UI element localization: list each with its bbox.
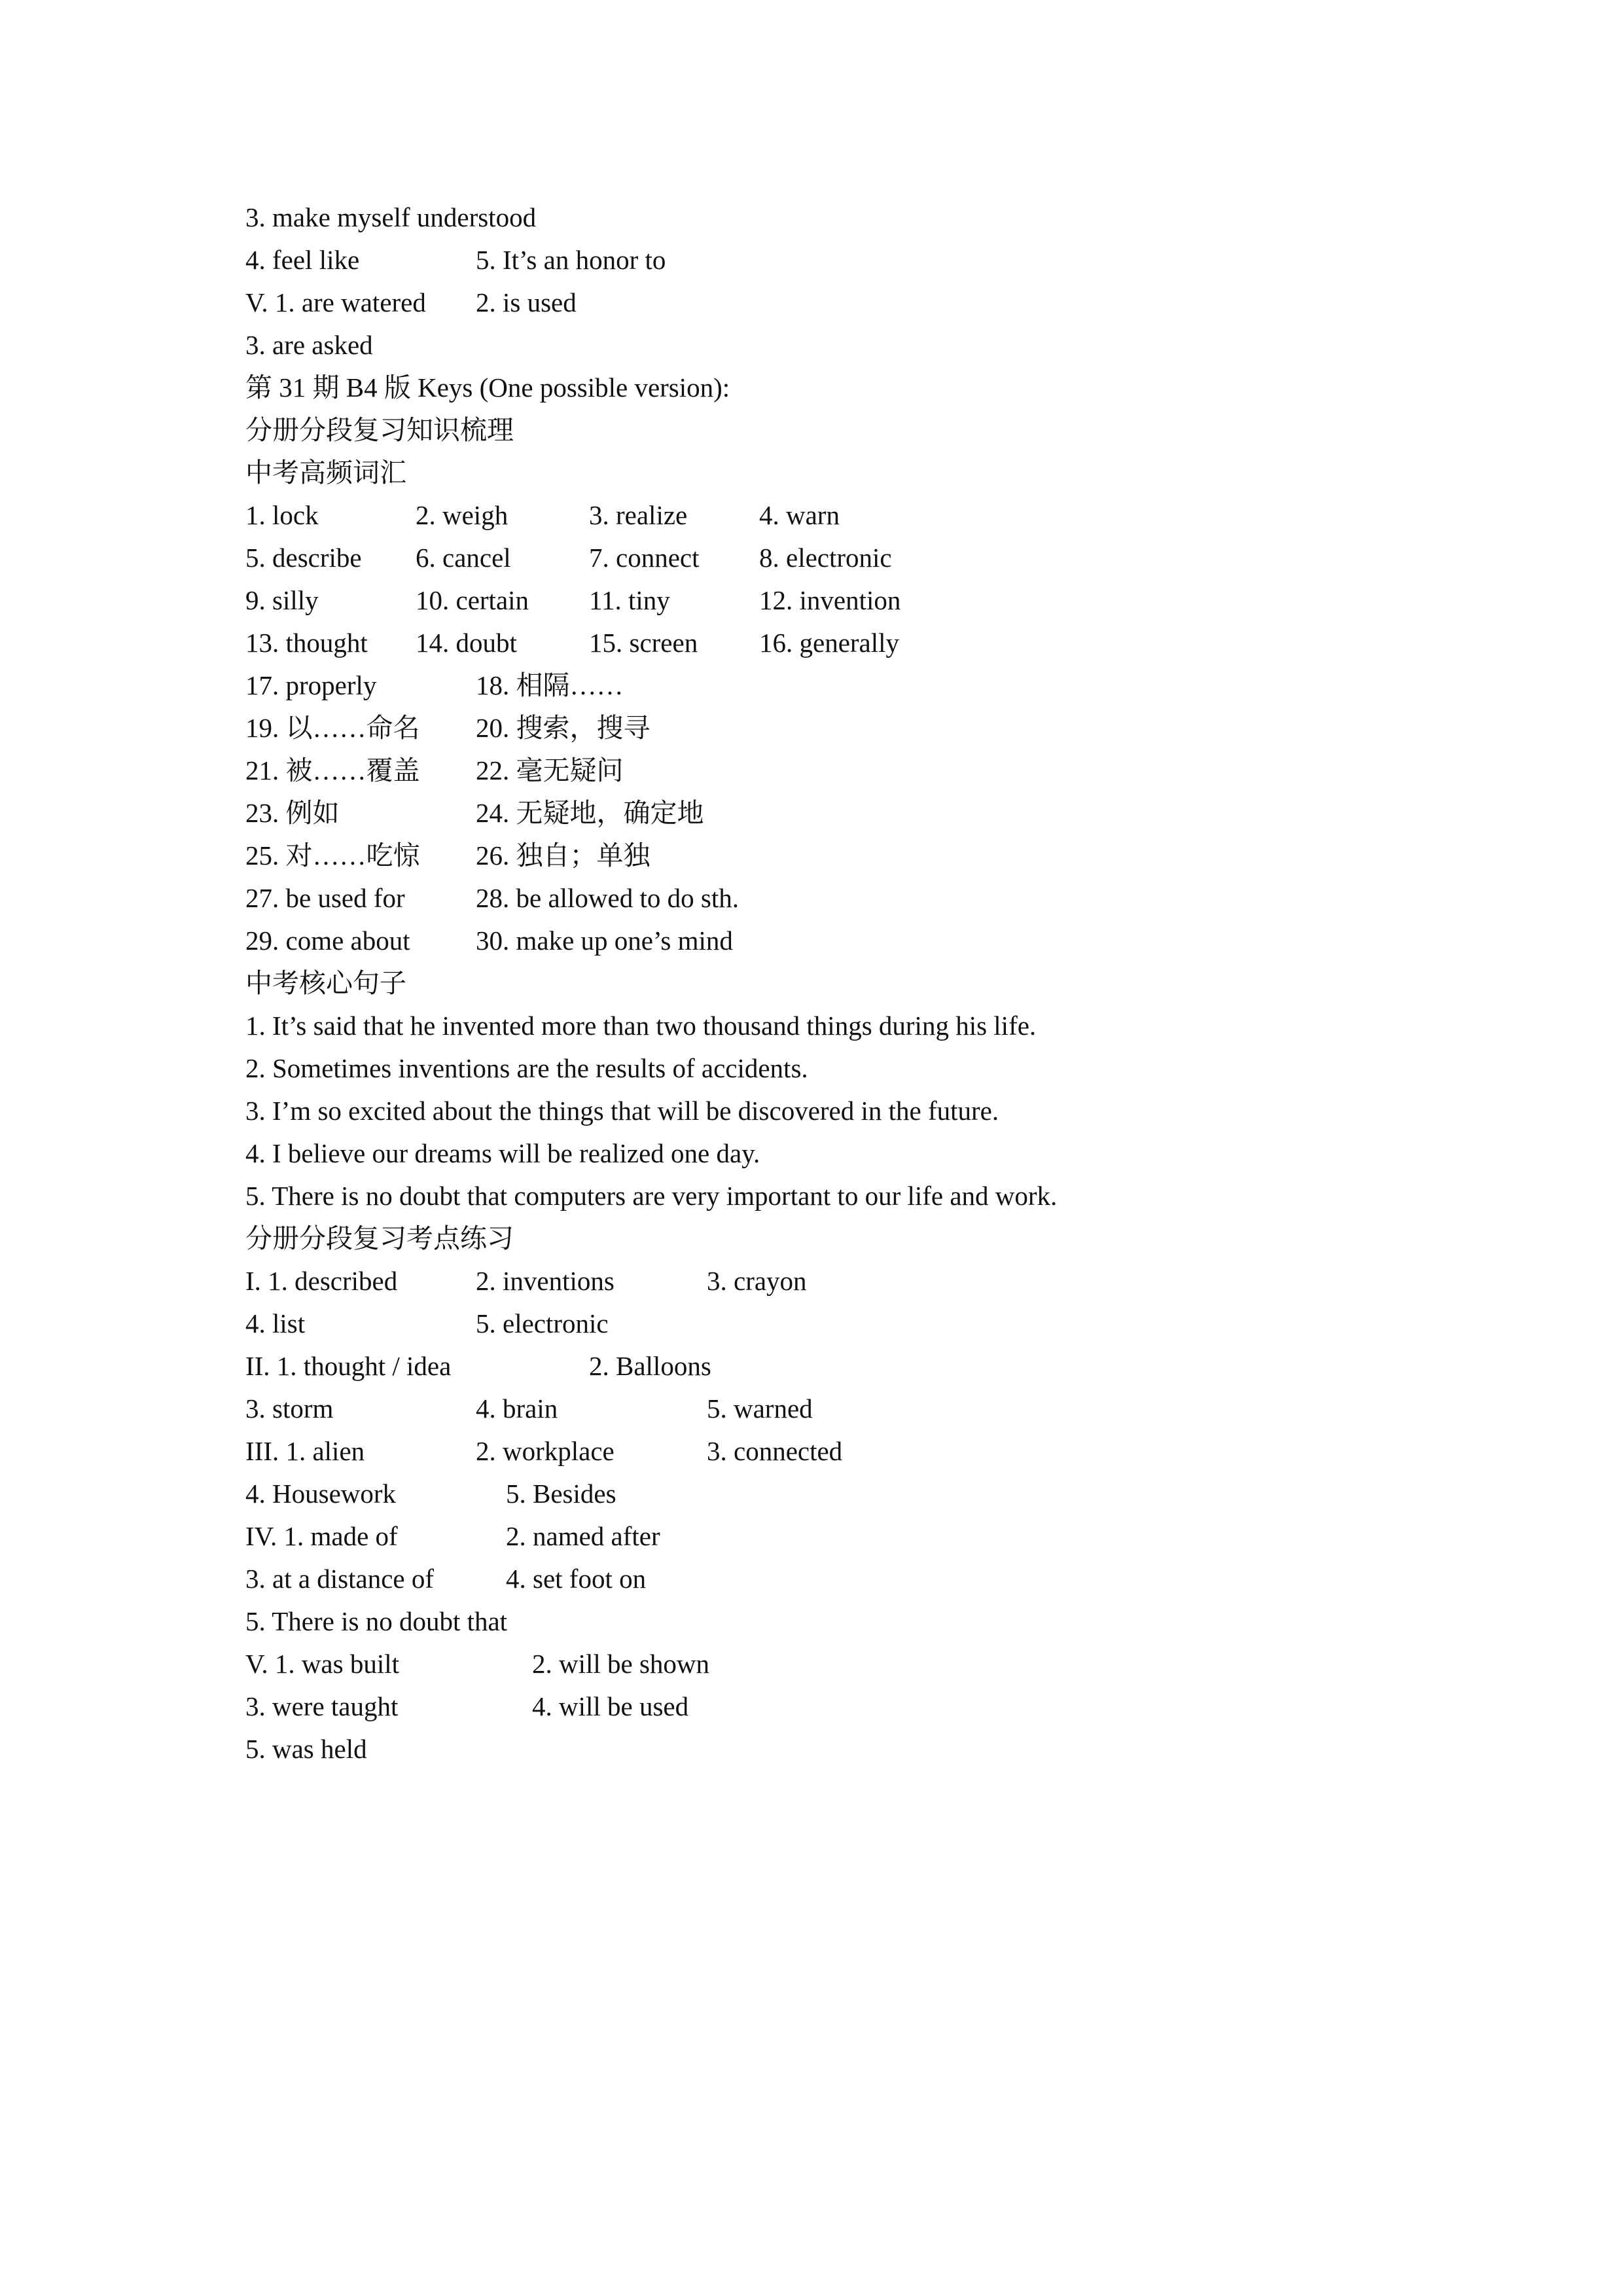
- answer-item: 30. make up one’s mind: [476, 925, 733, 956]
- answer-item: 第 31 期 B4 版 Keys (One possible version):: [245, 372, 730, 403]
- answer-item: 18. 相隔……: [476, 670, 624, 700]
- text-line: [245, 1643, 1423, 1685]
- answer-item: 17. properly: [245, 670, 377, 700]
- answer-item: 3. make myself understood: [245, 202, 537, 232]
- text-line: [245, 1175, 1423, 1217]
- text-line: [245, 537, 1423, 579]
- answer-lines: [245, 196, 1423, 1770]
- answer-item: 5. It’s an honor to: [476, 245, 666, 275]
- answer-item: 29. come about: [245, 925, 410, 956]
- text-line: [245, 409, 1423, 452]
- text-line: [245, 1430, 1423, 1473]
- text-line: [245, 281, 1423, 324]
- answer-item: 14. doubt: [416, 628, 517, 658]
- text-line: [245, 1132, 1423, 1175]
- answer-item: 20. 搜索，搜寻: [476, 713, 651, 743]
- text-line: [245, 1685, 1423, 1728]
- answer-item: 3. storm: [245, 1393, 334, 1424]
- answer-item: 5. There is no doubt that: [245, 1606, 508, 1636]
- answer-item: 1. lock: [245, 500, 319, 530]
- answer-key-page: [245, 196, 1423, 1770]
- answer-item: 4. I believe our dreams will be realized one day.: [245, 1138, 760, 1168]
- answer-item: 3. connected: [707, 1436, 843, 1466]
- answer-item: 中考高频词汇: [245, 457, 406, 488]
- answer-item: 3. I’m so excited about the things that will be discovered in the future.: [245, 1096, 999, 1126]
- text-line: [245, 494, 1423, 537]
- answer-item: 2. Balloons: [589, 1351, 711, 1381]
- answer-item: 21. 被……覆盖: [245, 755, 420, 785]
- answer-item: 2. is used: [476, 287, 577, 317]
- text-line: [245, 452, 1423, 494]
- answer-item: I. 1. described: [245, 1266, 398, 1296]
- answer-item: 3. at a distance of: [245, 1564, 435, 1594]
- answer-item: 13. thought: [245, 628, 368, 658]
- text-line: [245, 1302, 1423, 1345]
- answer-item: 5. warned: [707, 1393, 813, 1424]
- text-line: [245, 579, 1423, 622]
- text-line: [245, 324, 1423, 367]
- text-line: [245, 196, 1423, 239]
- answer-item: 6. cancel: [416, 543, 511, 573]
- answer-item: IV. 1. made of: [245, 1521, 398, 1551]
- text-line: [245, 1473, 1423, 1515]
- text-line: [245, 1260, 1423, 1302]
- answer-item: 4. set foot on: [506, 1564, 647, 1594]
- answer-item: 28. be allowed to do sth.: [476, 883, 739, 913]
- text-line: [245, 622, 1423, 664]
- answer-item: 2. Sometimes inventions are the results of accidents.: [245, 1053, 808, 1083]
- answer-item: III. 1. alien: [245, 1436, 365, 1466]
- answer-item: 3. were taught: [245, 1691, 399, 1721]
- answer-item: 10. certain: [416, 585, 529, 615]
- text-line: [245, 239, 1423, 281]
- answer-item: 4. feel like: [245, 245, 360, 275]
- text-line: [245, 1005, 1423, 1047]
- answer-item: 1. It’s said that he invented more than two thousand things during his life.: [245, 1011, 1037, 1041]
- text-line: [245, 834, 1423, 877]
- answer-item: 25. 对……吃惊: [245, 840, 420, 870]
- answer-item: 22. 毫无疑问: [476, 755, 624, 785]
- answer-item: 中考核心句子: [245, 968, 406, 998]
- answer-item: 5. electronic: [476, 1308, 609, 1338]
- answer-item: 19. 以……命名: [245, 713, 420, 743]
- answer-item: 23. 例如: [245, 798, 340, 828]
- text-line: [245, 664, 1423, 707]
- answer-item: 分册分段复习知识梳理: [245, 415, 514, 445]
- answer-item: 4. will be used: [532, 1691, 689, 1721]
- answer-item: 2. workplace: [476, 1436, 615, 1466]
- answer-item: 4. list: [245, 1308, 306, 1338]
- answer-item: 12. invention: [759, 585, 901, 615]
- answer-item: II. 1. thought / idea: [245, 1351, 452, 1381]
- answer-item: 4. Housework: [245, 1479, 397, 1509]
- text-line: [245, 1558, 1423, 1600]
- text-line: [245, 877, 1423, 920]
- answer-item: 9. silly: [245, 585, 319, 615]
- text-line: [245, 367, 1423, 409]
- text-line: [245, 1345, 1423, 1388]
- answer-item: 11. tiny: [589, 585, 670, 615]
- answer-item: 2. weigh: [416, 500, 508, 530]
- answer-item: 4. warn: [759, 500, 840, 530]
- text-line: [245, 792, 1423, 834]
- text-line: [245, 1515, 1423, 1558]
- answer-item: 16. generally: [759, 628, 900, 658]
- text-line: [245, 1600, 1423, 1643]
- text-line: [245, 1388, 1423, 1430]
- text-line: [245, 1090, 1423, 1132]
- answer-item: 分册分段复习考点练习: [245, 1223, 514, 1253]
- text-line: [245, 749, 1423, 792]
- answer-item: 5. was held: [245, 1734, 367, 1764]
- answer-item: 8. electronic: [759, 543, 892, 573]
- text-line: [245, 962, 1423, 1005]
- answer-item: 2. named after: [506, 1521, 660, 1551]
- answer-item: 3. crayon: [707, 1266, 807, 1296]
- answer-item: 3. realize: [589, 500, 688, 530]
- answer-item: 15. screen: [589, 628, 698, 658]
- answer-item: 4. brain: [476, 1393, 558, 1424]
- answer-item: 3. are asked: [245, 330, 373, 360]
- answer-item: 5. There is no doubt that computers are very important to our life and work.: [245, 1181, 1058, 1211]
- answer-item: V. 1. are watered: [245, 287, 426, 317]
- answer-item: 24. 无疑地，确定地: [476, 798, 704, 828]
- text-line: [245, 707, 1423, 749]
- answer-item: 7. connect: [589, 543, 700, 573]
- text-line: [245, 1728, 1423, 1770]
- answer-item: 5. describe: [245, 543, 362, 573]
- answer-item: 26. 独自；单独: [476, 840, 651, 870]
- answer-item: 2. will be shown: [532, 1649, 710, 1679]
- text-line: [245, 920, 1423, 962]
- answer-item: 2. inventions: [476, 1266, 615, 1296]
- answer-item: 5. Besides: [506, 1479, 616, 1509]
- text-line: [245, 1217, 1423, 1260]
- text-line: [245, 1047, 1423, 1090]
- answer-item: 27. be used for: [245, 883, 405, 913]
- answer-item: V. 1. was built: [245, 1649, 400, 1679]
